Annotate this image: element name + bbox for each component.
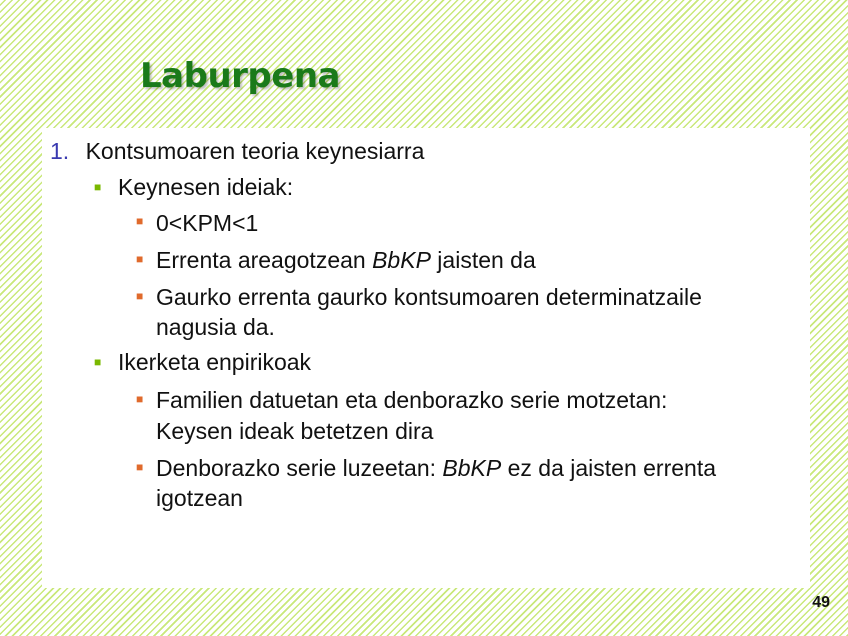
item-text: Denborazko serie luzeetan: (156, 455, 443, 481)
list-item-6: Ikerketa enpirikoak (118, 349, 312, 375)
list-item-8-line-2: igotzean (156, 485, 243, 511)
list-item-7-line-1: Familien datuetan eta denborazko serie motzetan: (156, 387, 668, 413)
list-item-5-line-2: nagusia da. (156, 314, 275, 340)
square-bullet-icon: ■ (136, 460, 144, 474)
slide-title: Laburpena (140, 56, 340, 96)
page-number: 49 (812, 594, 830, 611)
item-text: ez da jaisten errenta (501, 455, 717, 481)
item-italic-text: BbKP (442, 455, 502, 481)
list-item-4 (156, 245, 536, 275)
item-text: jaisten da (430, 247, 536, 273)
item-italic-text: BbKP (372, 247, 431, 273)
content-box (42, 128, 810, 588)
list-item-1 (50, 136, 424, 166)
list-item-3: 0<KPM<1 (156, 210, 259, 236)
list-item-7-line-2: Keysen ideak betetzen dira (156, 418, 434, 444)
square-bullet-icon: ■ (136, 392, 144, 406)
item-text: Kontsumoaren teoria keynesiarra (85, 138, 425, 164)
square-bullet-icon: ■ (136, 214, 144, 228)
square-bullet-icon: ■ (136, 252, 144, 266)
list-item-8-line-1 (156, 453, 716, 483)
item-text: Errenta areagotzean (156, 247, 373, 273)
square-bullet-icon: ■ (94, 355, 102, 369)
list-item-5-line-1: Gaurko errenta gaurko kontsumoaren determinatzaile (156, 284, 702, 310)
list-item-2: Keynesen ideiak: (118, 174, 294, 200)
item-number: 1. (50, 138, 70, 164)
square-bullet-icon: ■ (136, 289, 144, 303)
square-bullet-icon: ■ (94, 180, 102, 194)
